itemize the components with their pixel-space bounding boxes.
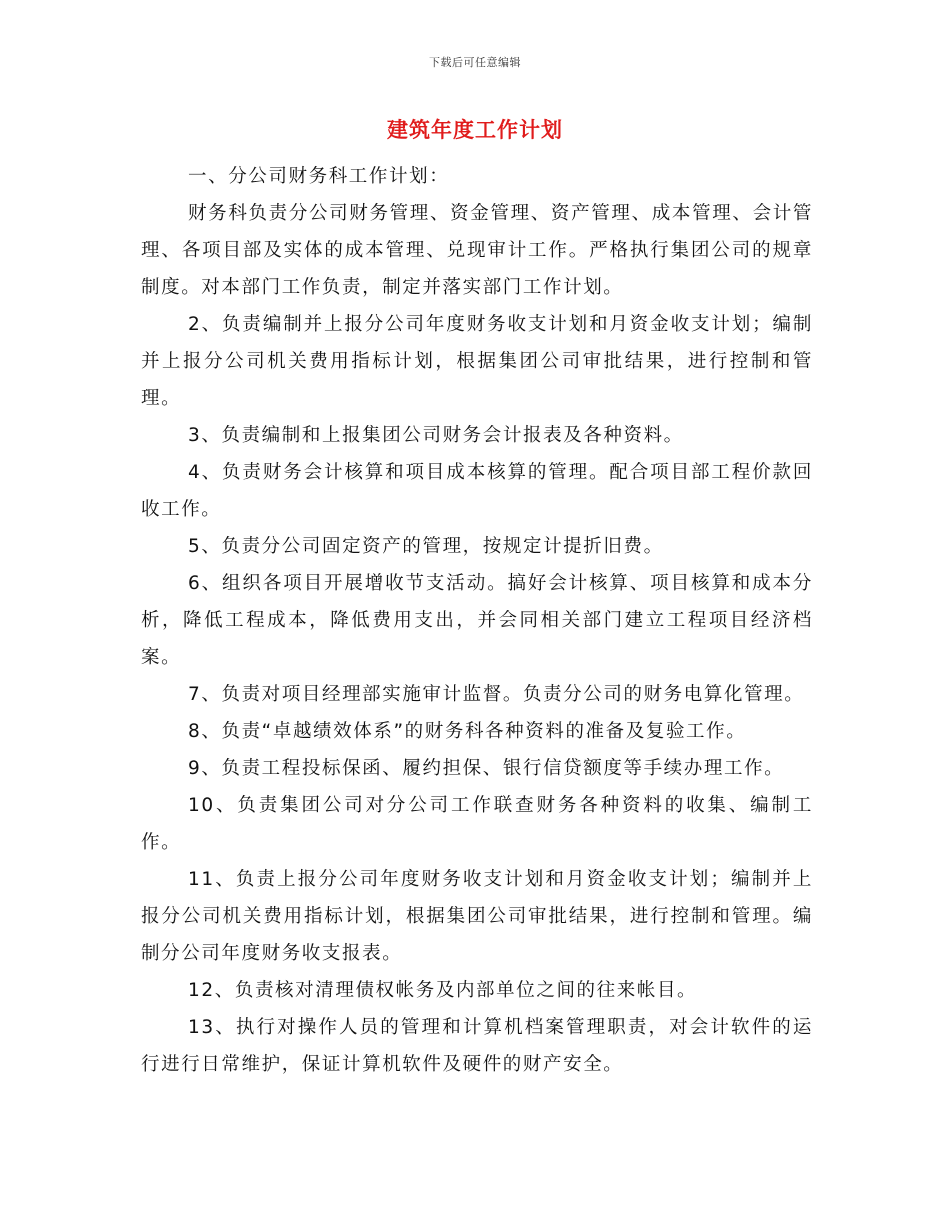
list-item: 3、负责编制和上报集团公司财务会计报表及各种资料。 — [188, 425, 684, 446]
list-item: 7、负责对项目经理部实施审计监督。负责分公司的财务电算化管理。 — [188, 684, 805, 705]
list-item: 5、负责分公司固定资产的管理，按规定计提折旧费。 — [188, 536, 664, 557]
list-item: 8、负责“卓越绩效体系”的财务科各种资料的准备及复验工作。 — [188, 721, 747, 742]
header-note: 下载后可任意编辑 — [429, 56, 521, 69]
document-title: 建筑年度工作计划 — [387, 118, 563, 142]
list-item: 12、负责核对清理债权帐务及内部单位之间的往来帐目。 — [188, 980, 698, 1001]
document-body — [141, 158, 813, 1083]
list-item: 6、组织各项目开展增收节支活动。搞好会计核算、项目核算和成本分析，降低工程成本，降低费用支出，并会同相关部门建立工程项目经济档案。 — [141, 573, 813, 668]
list-item: 9、负责工程投标保函、履约担保、银行信贷额度等手续办理工作。 — [188, 758, 785, 779]
list-item: 2、负责编制并上报分公司年度财务收支计划和月资金收支计划；编制并上报分公司机关费用指标计划，根据集团公司审批结果，进行控制和管理。 — [141, 314, 813, 409]
list-item: 11、负责上报分公司年度财务收支计划和月资金收支计划；编制并上报分公司机关费用指标计划，根据集团公司审批结果，进行控制和管理。编制分公司年度财务收支报表。 — [141, 869, 813, 964]
list-item: 13、执行对操作人员的管理和计算机档案管理职责，对会计软件的运行进行日常维护，保证计算机软件及硬件的财产安全。 — [141, 1017, 813, 1075]
section-heading: 一、分公司财务科工作计划： — [188, 166, 450, 187]
paragraph: 财务科负责分公司财务管理、资金管理、资产管理、成本管理、会计管理、各项目部及实体的成本管理、兑现审计工作。严格执行集团公司的规章制度。对本部门工作负责，制定并落实部门工作计划。 — [141, 203, 813, 298]
list-item: 10、负责集团公司对分公司工作联查财务各种资料的收集、编制工作。 — [141, 795, 813, 853]
list-item: 4、负责财务会计核算和项目成本核算的管理。配合项目部工程价款回收工作。 — [141, 462, 813, 520]
